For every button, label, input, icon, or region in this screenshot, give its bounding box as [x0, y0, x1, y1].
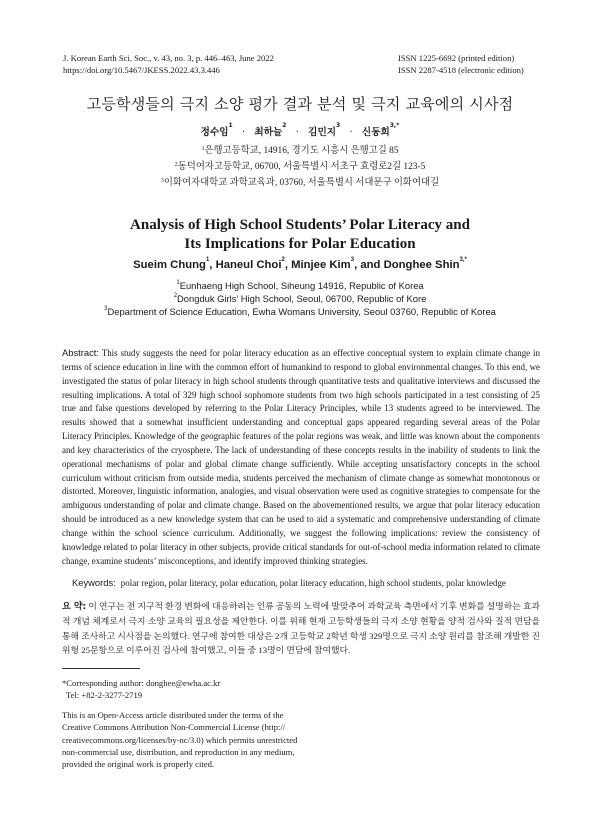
english-author: Haneul Choi$^2$	[215, 257, 285, 271]
english-authors	[0, 259, 600, 271]
english-affiliations	[0, 279, 600, 318]
doi-link[interactable]: https://doi.org/10.5467/JKESS.2022.43.3.446	[63, 65, 220, 75]
english-abstract	[62, 346, 540, 569]
keywords	[62, 577, 552, 589]
author-separator: ·	[295, 127, 299, 138]
english-title-line: Analysis of High School Students’ Polar Literacy and	[130, 217, 470, 233]
author-separator: ,	[209, 259, 216, 271]
korean-affiliation: $^3$이화여자대학교 과학교육과, 03760, 서울특별시 서대문구 이화여대길	[160, 178, 440, 188]
english-affiliation: $^2$Dongduk Girls’ High School, Seoul, 06700, Republic of Kore	[173, 293, 427, 304]
license-line[interactable]: Creative Commons Attribution Non-Commercial License (http://	[62, 722, 286, 733]
license-line: This is an Open-Access article distributed under the terms of the	[62, 710, 284, 720]
corresponding-email[interactable]: *Corresponding author: donghee@ewha.ac.kr	[62, 678, 221, 688]
english-affiliation: $^1$Eunhaeng High School, Siheung 14916, Republic of Korea	[176, 280, 424, 291]
journal-header-right	[398, 52, 524, 76]
license-line: non-commercial use, distribution, and reproduction in any medium,	[62, 746, 295, 757]
abstract-text: This study suggests the need for polar literacy education as an effective conceptual system to explain climate change in terms of science education in line with the common effort of humankind to respond to global environmental changes. To this end, we investigated the status of polar literacy in high school students through quantitative tests and qualitative interviews and discussed the resulting implications. A total of 329 high school sophomore students from two high schools participated in a test consisting of 25 true and false questions developed by referring to the Polar Literacy Principles, while 13 students agreed to be interviewed. The results showed that a somewhat insufficient understanding and conceptual gaps appeared regarding several areas of the Polar Literacy Principles. Knowledge of the geographic features of the polar regions was weak, and little was known about the components and key characteristics of the cryosphere. The lack of understanding of these concepts results in the inability of students to link the operational mechanisms of polar and global climate change sufficiently. While accepting unsatisfactory concepts in the school curriculum without criticism from outside media, students perceived the mechanism of climate change as somewhat monotonous or distorted. Moreover, linguistic information, analogies, and visual observation were used as cognitive strategies to compensate for the ambiguous understanding of polar and climate change. Based on the abovementioned results, we argue that polar literacy education should be introduced as a new knowledge system that can be used to aid a systematic and comprehensive understanding of climate change within the school science curriculum. Additionally, we suggest the following implications: review the consistency of knowledge related to polar literacy in other subjects, provide critical standards for out-of-school media information related to climate change, examine students’ misconceptions, and identify improved thinking strategies.	[62, 348, 540, 566]
korean-abstract	[62, 599, 540, 657]
license-line: provided the original work is properly cited.	[62, 759, 215, 770]
korean-affiliation: $^2$동덕여자고등학교, 06700, 서울특별시 서초구 효령로2길 123-5	[174, 162, 426, 172]
english-title	[0, 216, 600, 254]
korean-authors	[0, 124, 600, 138]
footnote-divider	[62, 668, 140, 669]
issn-print: ISSN 1225-6692 (printed edition)	[398, 53, 515, 63]
english-title-line: Its Implications for Polar Education	[184, 236, 416, 252]
keywords-text: polar region, polar literacy, polar education, polar literacy education, high school students, polar knowledge	[120, 578, 506, 588]
corresponding-tel: Tel: +82-2-3277-2719	[66, 690, 143, 700]
korean-abstract-label: 요 약:	[62, 602, 87, 612]
korean-author: 최하늘$^2$	[254, 122, 287, 138]
english-author: Minjee Kim$^3$	[291, 257, 355, 271]
issn-electronic: ISSN 2287-4518 (electronic edition)	[398, 65, 524, 75]
author-separator: ,	[284, 259, 292, 271]
korean-title: 고등학생들의 극지 소양 평가 결과 분석 및 극지 교육에의 시사점	[86, 95, 514, 113]
korean-affiliation: $^1$은행고등학교, 14916, 경기도 시흥시 은행고길 85	[201, 146, 399, 156]
korean-author: 신동희$^{3,*}$	[361, 122, 400, 138]
english-author: Sueim Chung$^1$	[133, 257, 210, 271]
license-notice	[62, 709, 302, 770]
abstract-label: Abstract:	[62, 347, 99, 358]
korean-abstract-text: 이 연구는 전 지구적 환경 변화에 대응하려는 인류 공동의 노력에 발맞추어 과학교육 측면에서 기후 변화를 설명하는 효과적 개념 체계로서 극지 소양 교육의 필요성을 제안한다. 이를 위해 현재 고등학생들의 극지 소양 현황을 양적 검사와 질적 면담을 통해 조사하고 시사점을 논의했다. 연구에 참여한 대상은 2개 고등학교 2학년 학생 329명으로 극지 소양 원리를 참조해 개발한 진위형 25문항으로 이루어진 검사에 참여했고, 이들 중 13명이 면담에 참여했다.	[62, 601, 540, 655]
english-affiliation: $^3$Department of Science Education, Ewha Womans University, Seoul 03760, Republic of Korea	[104, 306, 496, 317]
journal-header-left	[63, 52, 274, 76]
english-author: Donghee Shin$^{3,*}$	[383, 257, 467, 271]
corresponding-author	[62, 677, 220, 701]
keywords-label: Keywords:	[72, 577, 116, 588]
author-separator: ·	[242, 127, 246, 138]
korean-author: 정수임$^1$	[200, 122, 233, 138]
author-separator: , and	[354, 259, 384, 271]
journal-citation: J. Korean Earth Sci. Soc., v. 43, no. 3, p. 446–463, June 2022	[63, 53, 274, 63]
korean-author: 김민지$^3$	[308, 122, 341, 138]
author-separator: ·	[349, 127, 353, 138]
korean-affiliations	[0, 143, 600, 191]
license-line[interactable]: creativecommons.org/licenses/by-nc/3.0) which permits unrestricted	[62, 734, 298, 745]
